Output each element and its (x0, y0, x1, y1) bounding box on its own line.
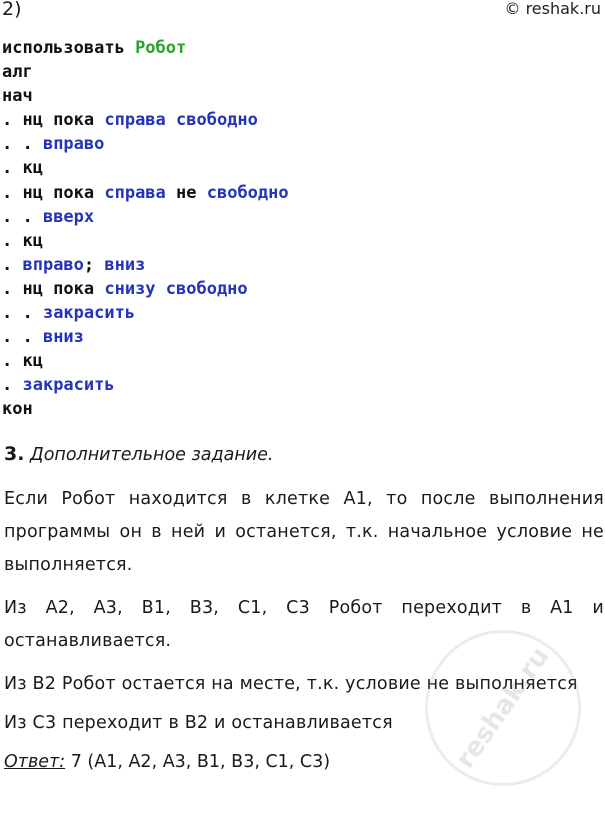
section-title: Дополнительное задание. (24, 445, 274, 465)
copyright-label: © reshak.ru (504, 0, 601, 18)
code-token: использовать (2, 38, 136, 58)
code-token: вниз (42, 327, 84, 348)
code-line (2, 84, 289, 108)
code-token: свободно (206, 182, 289, 203)
code-token: . кц (2, 230, 43, 251)
explanation-paragraph-4: Из С3 переходит в В2 и останавливается (4, 713, 393, 733)
code-line (2, 132, 289, 156)
code-line (2, 325, 289, 349)
code-token: . (2, 254, 23, 275)
code-listing (2, 36, 289, 422)
code-line (2, 181, 289, 205)
answer-value: 7 (А1, А2, А3, В1, В3, С1, С3) (65, 752, 331, 772)
code-token: . нц пока (2, 110, 105, 131)
section-heading (4, 443, 604, 465)
code-token: . нц пока (2, 182, 105, 203)
task-number: 2) (2, 0, 22, 20)
explanation-paragraph-3: Из В2 Робот остается на месте, т.к. условие не выполняется (4, 674, 578, 694)
code-line (2, 156, 289, 180)
code-line (2, 108, 289, 132)
code-token: вниз (104, 254, 146, 275)
watermark-text: reshak.ru (450, 641, 556, 775)
code-line (2, 205, 289, 229)
code-token: . нц пока (2, 278, 105, 299)
code-line (2, 301, 289, 325)
section-number: 3. (4, 443, 25, 465)
code-token: алг (2, 62, 33, 83)
answer-line (4, 752, 604, 772)
code-token: кон (2, 399, 33, 420)
code-token: Робот (135, 38, 187, 58)
code-token: нач (2, 86, 33, 107)
code-token: ; (83, 254, 105, 275)
explanation-paragraph-2: Из А2, А3, В1, В3, С1, С3 Робот переходит в А1 и останавливается. (4, 598, 604, 651)
code-token: закрасить (22, 375, 115, 396)
code-line (2, 36, 289, 60)
code-token: . . (2, 206, 43, 227)
code-token: . . (2, 134, 43, 155)
code-token: . (2, 375, 23, 396)
code-token: . кц (2, 158, 43, 179)
code-line (2, 229, 289, 253)
code-line (2, 397, 289, 421)
code-token: справа (104, 182, 166, 203)
code-token: вправо (22, 254, 84, 275)
code-token: вправо (42, 134, 105, 155)
code-token: справа свободно (104, 110, 258, 131)
code-line (2, 349, 289, 373)
code-token: . . (2, 303, 43, 324)
answer-label: Ответ: (4, 752, 66, 772)
code-token: не (165, 182, 207, 203)
code-line (2, 60, 289, 84)
explanation-paragraph-1: Если Робот находится в клетке А1, то после выполнения программы он в ней и останется, т.к. начальное условие не выполняется. (4, 489, 604, 575)
page-header (0, 0, 605, 22)
code-line (2, 253, 289, 277)
code-token: . кц (2, 351, 43, 372)
code-token: снизу свободно (104, 278, 248, 299)
code-token: закрасить (42, 303, 136, 324)
code-line (2, 277, 289, 301)
code-line (2, 373, 289, 397)
code-token: . . (2, 327, 43, 348)
code-token: вверх (42, 206, 95, 227)
